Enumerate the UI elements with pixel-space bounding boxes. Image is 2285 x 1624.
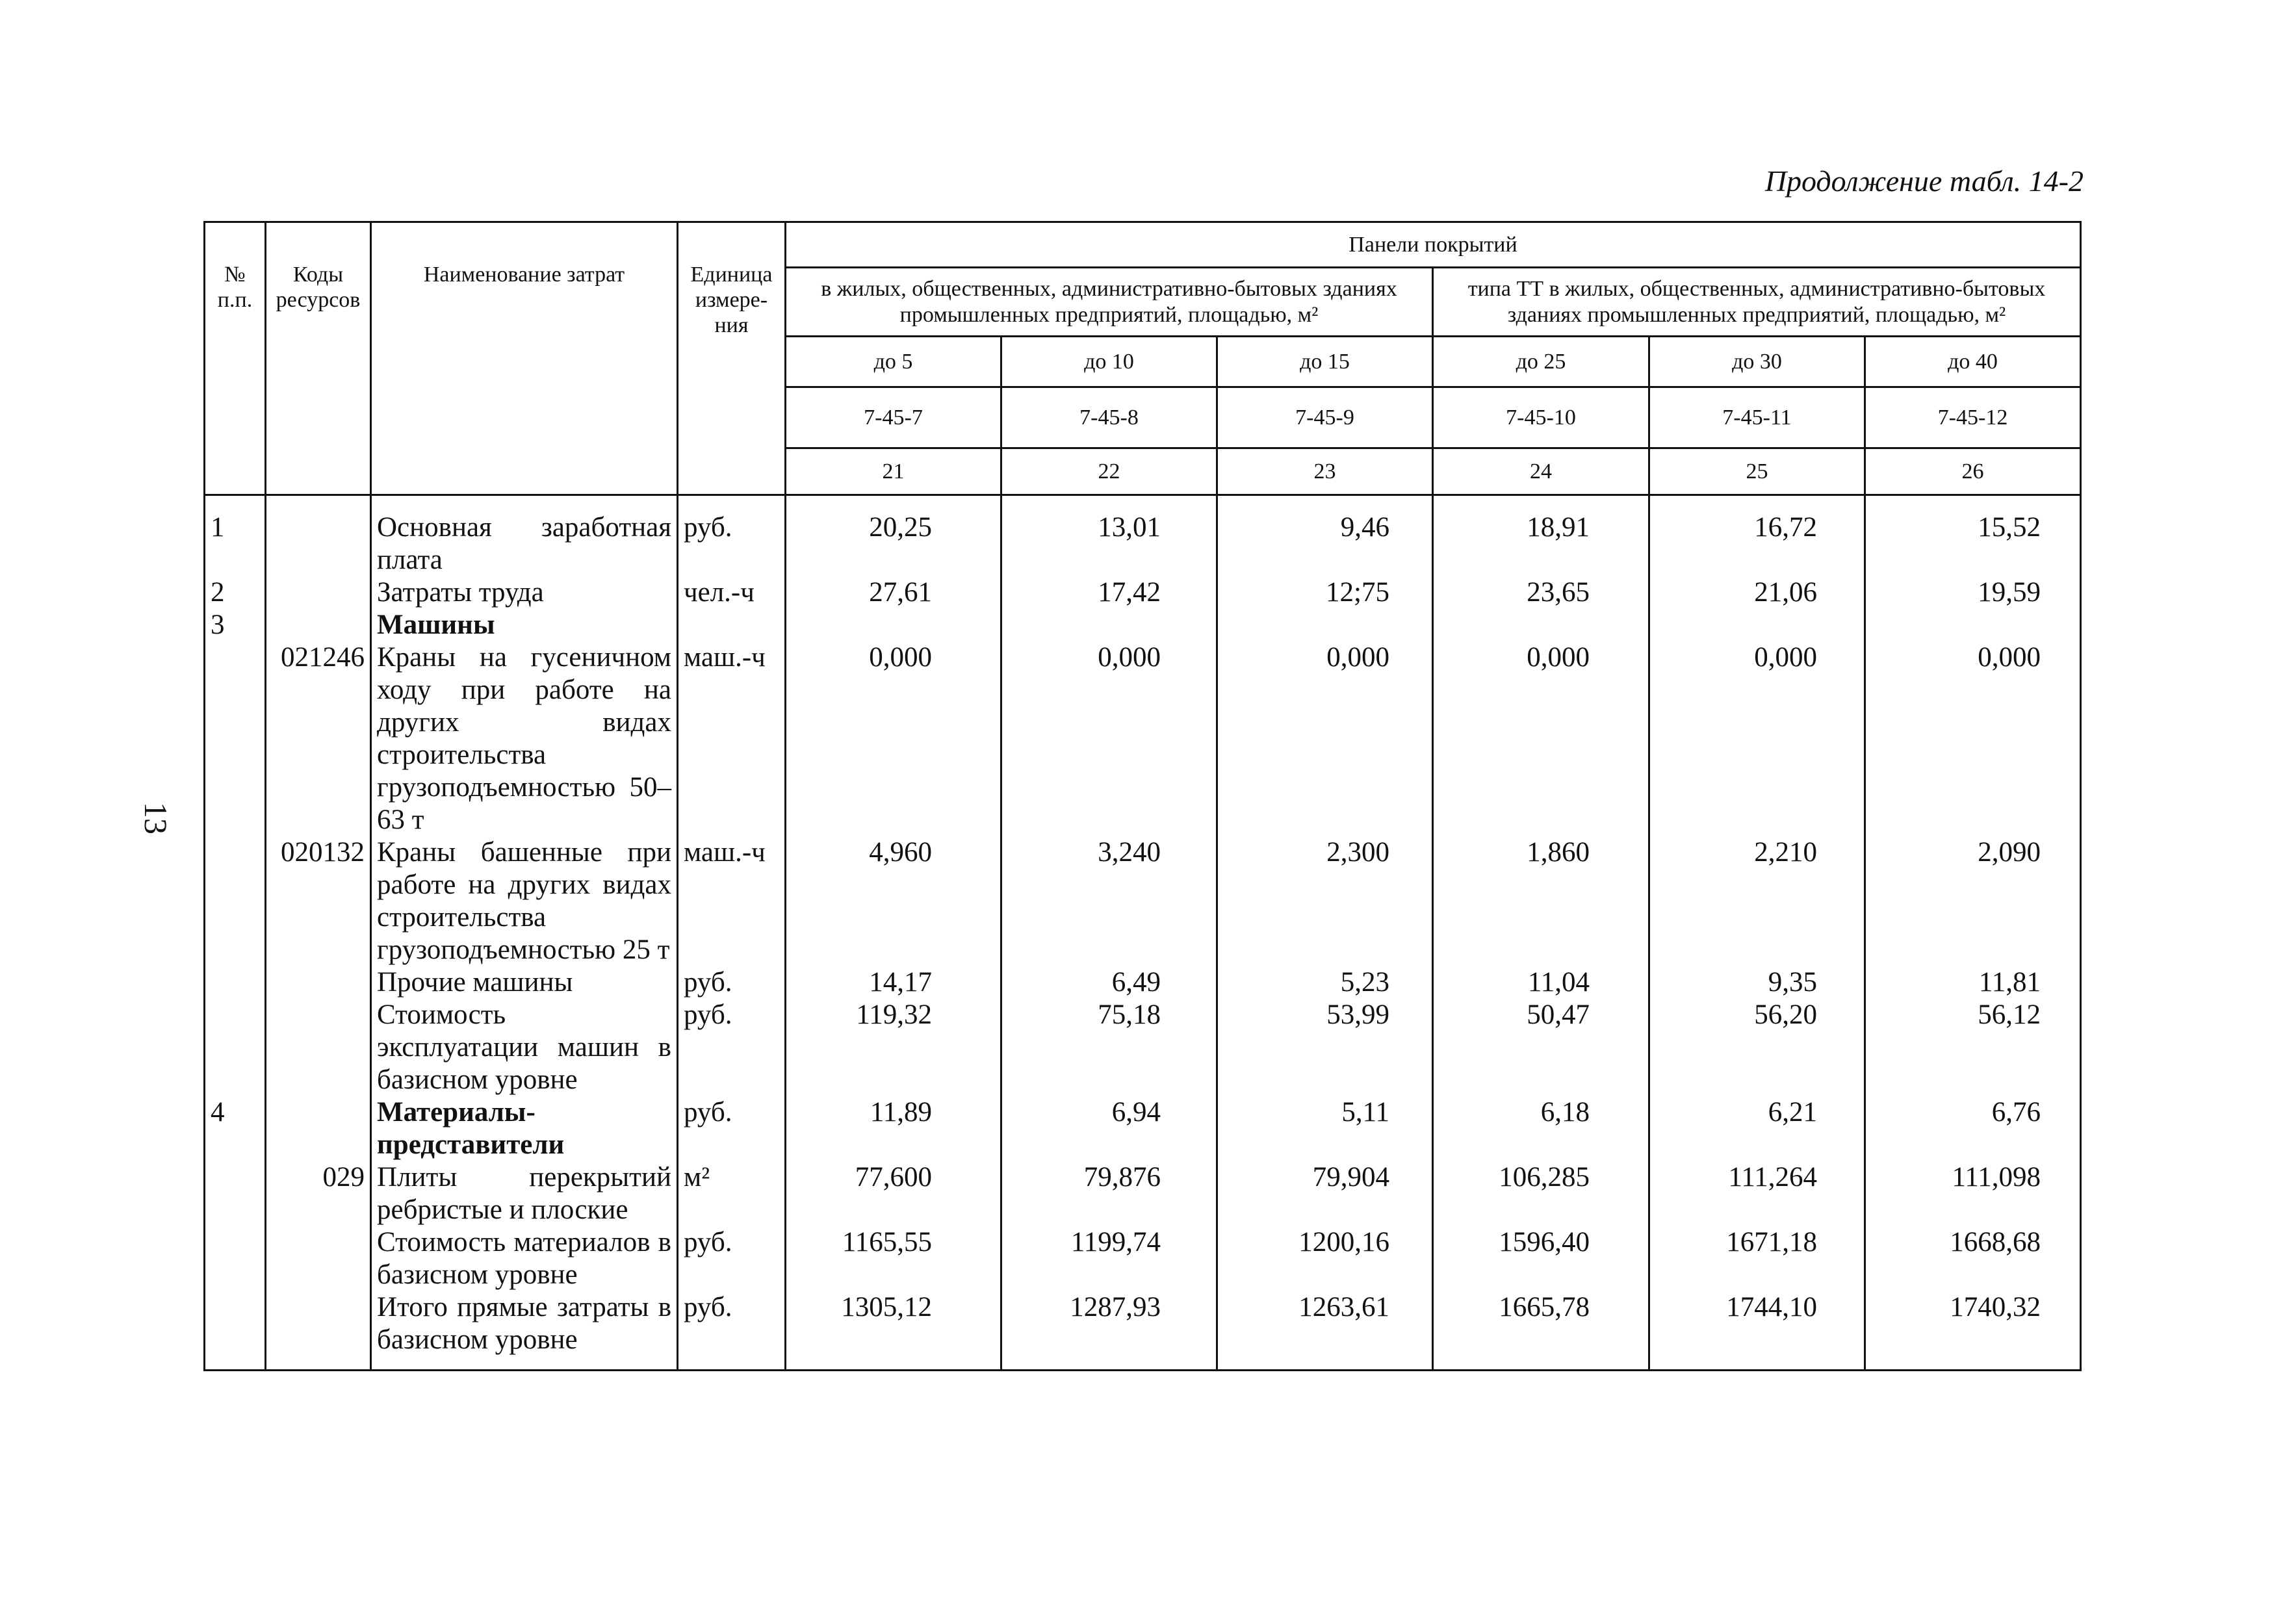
row-value: 14,17 <box>786 966 1001 999</box>
row-number <box>205 1161 266 1226</box>
row-value: 2,090 <box>1865 836 2081 966</box>
row-resource-code <box>266 1291 371 1371</box>
header-num: № п.п. <box>205 222 266 495</box>
row-resource-code: 020132 <box>266 836 371 966</box>
row-value: 1165,55 <box>786 1226 1001 1291</box>
header-code-ref: 7-45-11 <box>1649 387 1865 448</box>
row-resource-code <box>266 999 371 1096</box>
row-resource-code <box>266 1096 371 1161</box>
row-number <box>205 999 266 1096</box>
row-unit: руб. <box>678 1096 786 1161</box>
row-value: 2,300 <box>1217 836 1433 966</box>
table-row <box>205 999 2081 1096</box>
row-value: 111,264 <box>1649 1161 1865 1226</box>
table-row <box>205 1096 2081 1161</box>
row-number: 1 <box>205 495 266 577</box>
row-value: 0,000 <box>1649 641 1865 836</box>
table-row <box>205 495 2081 577</box>
row-value: 53,99 <box>1217 999 1433 1096</box>
row-value <box>1001 609 1217 641</box>
row-value: 5,11 <box>1217 1096 1433 1161</box>
row-value: 1,860 <box>1433 836 1649 966</box>
row-number <box>205 836 266 966</box>
row-value: 79,876 <box>1001 1161 1217 1226</box>
row-value: 0,000 <box>1433 641 1649 836</box>
row-value: 12;75 <box>1217 576 1433 609</box>
row-name: Стоимость материалов в базисном уровне <box>371 1226 678 1291</box>
row-value: 6,18 <box>1433 1096 1649 1161</box>
row-value: 11,89 <box>786 1096 1001 1161</box>
header-code-ref: 7-45-10 <box>1433 387 1649 448</box>
row-unit: чел.-ч <box>678 576 786 609</box>
row-unit: руб. <box>678 1291 786 1371</box>
row-value: 1305,12 <box>786 1291 1001 1371</box>
table-row <box>205 1161 2081 1226</box>
row-value: 1668,68 <box>1865 1226 2081 1291</box>
row-resource-code <box>266 966 371 999</box>
row-number: 2 <box>205 576 266 609</box>
row-value: 6,21 <box>1649 1096 1865 1161</box>
row-value: 1744,10 <box>1649 1291 1865 1371</box>
row-name: Краны башенные при работе на других видах строительства грузоподъемностью 25 т <box>371 836 678 966</box>
header-code: Коды ресурсов <box>266 222 371 495</box>
row-value: 0,000 <box>1865 641 2081 836</box>
header-group-title: Панели покрытий <box>786 222 2081 268</box>
header-size: до 5 <box>786 337 1001 387</box>
row-unit: м² <box>678 1161 786 1226</box>
row-name: Материалы-представители <box>371 1096 678 1161</box>
table-row <box>205 1226 2081 1291</box>
row-value: 1740,32 <box>1865 1291 2081 1371</box>
row-value: 106,285 <box>1433 1161 1649 1226</box>
row-value <box>1865 609 2081 641</box>
row-value: 9,46 <box>1217 495 1433 577</box>
header-code-ref: 7-45-12 <box>1865 387 2081 448</box>
row-unit: руб. <box>678 966 786 999</box>
row-value: 16,72 <box>1649 495 1865 577</box>
row-name: Основная заработная плата <box>371 495 678 577</box>
row-value: 4,960 <box>786 836 1001 966</box>
table-header <box>205 222 2081 495</box>
row-number <box>205 1226 266 1291</box>
row-resource-code <box>266 495 371 577</box>
table-caption: Продолжение табл. 14-2 <box>1764 164 2084 198</box>
row-name: Плиты перекрытий ребристые и плоские <box>371 1161 678 1226</box>
row-value: 56,20 <box>1649 999 1865 1096</box>
row-number: 3 <box>205 609 266 641</box>
header-col-number: 21 <box>786 448 1001 495</box>
row-unit: руб. <box>678 999 786 1096</box>
row-value: 1665,78 <box>1433 1291 1649 1371</box>
table-row <box>205 836 2081 966</box>
row-value: 15,52 <box>1865 495 2081 577</box>
row-value: 6,94 <box>1001 1096 1217 1161</box>
row-value: 19,59 <box>1865 576 2081 609</box>
table-row <box>205 609 2081 641</box>
row-value: 1596,40 <box>1433 1226 1649 1291</box>
row-number: 4 <box>205 1096 266 1161</box>
row-value: 11,04 <box>1433 966 1649 999</box>
header-code-ref: 7-45-8 <box>1001 387 1217 448</box>
row-value <box>1217 609 1433 641</box>
row-value: 1287,93 <box>1001 1291 1217 1371</box>
row-value: 50,47 <box>1433 999 1649 1096</box>
row-value: 1263,61 <box>1217 1291 1433 1371</box>
row-resource-code <box>266 576 371 609</box>
row-value: 1200,16 <box>1217 1226 1433 1291</box>
row-value: 0,000 <box>1001 641 1217 836</box>
row-value: 3,240 <box>1001 836 1217 966</box>
header-col-number: 22 <box>1001 448 1217 495</box>
row-value <box>1649 609 1865 641</box>
row-resource-code <box>266 609 371 641</box>
row-value <box>1433 609 1649 641</box>
row-value: 27,61 <box>786 576 1001 609</box>
header-col-number: 25 <box>1649 448 1865 495</box>
header-size: до 10 <box>1001 337 1217 387</box>
row-name: Затраты труда <box>371 576 678 609</box>
page-number: 13 <box>138 802 174 834</box>
header-code-ref: 7-45-9 <box>1217 387 1433 448</box>
header-size: до 15 <box>1217 337 1433 387</box>
row-resource-code: 029 <box>266 1161 371 1226</box>
row-resource-code: 021246 <box>266 641 371 836</box>
header-size: до 25 <box>1433 337 1649 387</box>
header-name: Наименование затрат <box>371 222 678 495</box>
row-unit: маш.-ч <box>678 641 786 836</box>
row-value: 9,35 <box>1649 966 1865 999</box>
table-row <box>205 1291 2081 1371</box>
header-code-ref: 7-45-7 <box>786 387 1001 448</box>
row-value: 0,000 <box>1217 641 1433 836</box>
row-value: 0,000 <box>786 641 1001 836</box>
row-value: 119,32 <box>786 999 1001 1096</box>
row-value: 77,600 <box>786 1161 1001 1226</box>
header-subgroup-a: в жилых, общественных, административно-бытовых зданиях промышленных предприятий, площадью, м² <box>786 268 1433 337</box>
row-value: 5,23 <box>1217 966 1433 999</box>
row-value: 2,210 <box>1649 836 1865 966</box>
row-value: 17,42 <box>1001 576 1217 609</box>
row-name: Прочие машины <box>371 966 678 999</box>
table-body <box>205 495 2081 1371</box>
header-col-number: 23 <box>1217 448 1433 495</box>
header-subgroup-b: типа ТТ в жилых, общественных, административно-бытовых зданиях промышленных предприятий, площадью, м² <box>1433 268 2081 337</box>
row-value: 20,25 <box>786 495 1001 577</box>
row-value: 23,65 <box>1433 576 1649 609</box>
row-number <box>205 641 266 836</box>
row-value: 1671,18 <box>1649 1226 1865 1291</box>
row-value: 11,81 <box>1865 966 2081 999</box>
row-value: 75,18 <box>1001 999 1217 1096</box>
row-name: Итого прямые затраты в базисном уровне <box>371 1291 678 1371</box>
row-number <box>205 966 266 999</box>
row-name: Краны на гусеничном ходу при работе на других видах строительства грузоподъемностью 50–63 т <box>371 641 678 836</box>
header-unit: Единица измере-ния <box>678 222 786 495</box>
row-name: Стоимость эксплуатации машин в базисном уровне <box>371 999 678 1096</box>
row-unit <box>678 609 786 641</box>
row-name: Машины <box>371 609 678 641</box>
table-row <box>205 966 2081 999</box>
cost-table <box>203 221 2082 1371</box>
row-unit: руб. <box>678 495 786 577</box>
row-value: 13,01 <box>1001 495 1217 577</box>
header-size: до 30 <box>1649 337 1865 387</box>
row-value: 56,12 <box>1865 999 2081 1096</box>
row-value: 21,06 <box>1649 576 1865 609</box>
row-unit: маш.-ч <box>678 836 786 966</box>
row-unit: руб. <box>678 1226 786 1291</box>
header-col-number: 26 <box>1865 448 2081 495</box>
table-row <box>205 576 2081 609</box>
row-number <box>205 1291 266 1371</box>
row-value: 18,91 <box>1433 495 1649 577</box>
row-value: 6,49 <box>1001 966 1217 999</box>
row-value <box>786 609 1001 641</box>
header-col-number: 24 <box>1433 448 1649 495</box>
row-value: 79,904 <box>1217 1161 1433 1226</box>
row-value: 1199,74 <box>1001 1226 1217 1291</box>
table-row <box>205 641 2081 836</box>
row-value: 111,098 <box>1865 1161 2081 1226</box>
row-resource-code <box>266 1226 371 1291</box>
header-size: до 40 <box>1865 337 2081 387</box>
row-value: 6,76 <box>1865 1096 2081 1161</box>
